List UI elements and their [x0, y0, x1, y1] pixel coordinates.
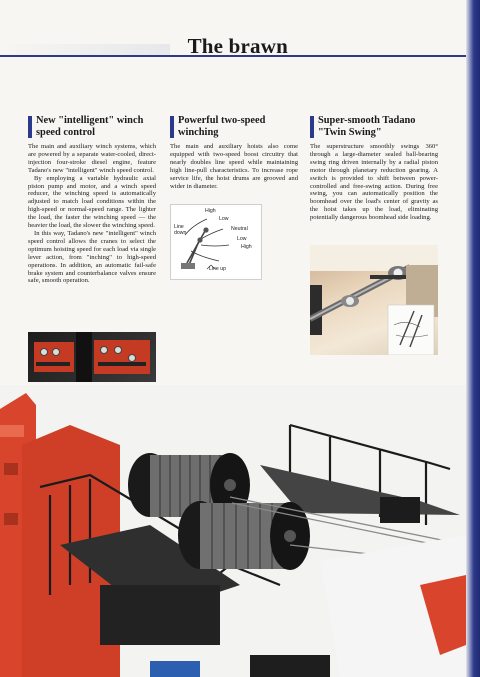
column-two-speed-winching [170, 115, 298, 190]
winch-drums-drawing [0, 385, 466, 677]
heading-twin-swing: Super-smooth Tadano "Twin Swing" [310, 115, 438, 138]
cab-winch-control-photo [28, 332, 156, 382]
diagram-label-line-up: Line up [209, 266, 227, 272]
winch-drums-photo [0, 385, 466, 677]
body-intelligent-winch [28, 143, 156, 285]
paragraph: The superstructure smoothly swings 360° through a large-diameter sealed ball-bearing swing ring driven internally by a radial piston motor through planetary reduction gearing. A switch is provided to shift between power-controlled and free-swing action. During free swing, you can automatically position the boomhead over the load's center of gravity as the hoist takes up the load, eliminating potentially dangerous boomhead side loading. [310, 143, 438, 222]
column-intelligent-winch [28, 115, 156, 285]
paragraph: By employing a variable hydraulic axial piston pump and motor, and a winch speed reducer, the winching speed is automatically adjusted to match load conditions within the high-speed or normal-speed range. The lighter the load, the faster the winching speed — the heavier the load, the slower the winching speed. [28, 174, 156, 230]
diagram-label-low-bottom: Low [237, 236, 247, 242]
body-twin-swing [310, 143, 438, 222]
heading-two-speed-winching: Powerful two-speed winching [170, 115, 298, 138]
body-two-speed-winching [170, 143, 298, 190]
paragraph: The main and auxiliary winch systems, which are powered by a separate water-cooled, direct-injection four-stroke diesel engine, feature Tadano's new "intelligent" winch speed control. [28, 143, 156, 174]
heading-intelligent-winch: New "intelligent" winch speed control [28, 115, 156, 138]
lever-diagram [170, 204, 262, 280]
paragraph: The main and auxiliary hoists also come equipped with two-speed boost circuitry that nearly doubles line speed while maintaining high line-pull characteristics. To increase rope service life, the hoist drums are grooved and wider in diameter. [170, 143, 298, 190]
swing-lever-drawing [310, 245, 438, 355]
page-title: The brawn [187, 34, 288, 58]
diagram-label-line-down: Line down [174, 224, 187, 236]
column-twin-swing [310, 115, 438, 222]
page-edge-band [466, 0, 480, 677]
diagram-label-neutral: Neutral [231, 226, 248, 232]
swing-lever-photo [310, 245, 438, 355]
diagram-label-high-top: High [205, 208, 216, 214]
paragraph: In this way, Tadano's new "intelligent" winch speed control allows the cranes to select the optimum hoisting speed for each load via single lever action, from "inching" to high-speed operations. In addition, an automatic fail-safe brake system and counterbalance valves ensure safe, smooth operation. [28, 229, 156, 285]
diagram-label-low-top: Low [219, 216, 229, 222]
diagram-label-high-bottom: High [241, 244, 252, 250]
